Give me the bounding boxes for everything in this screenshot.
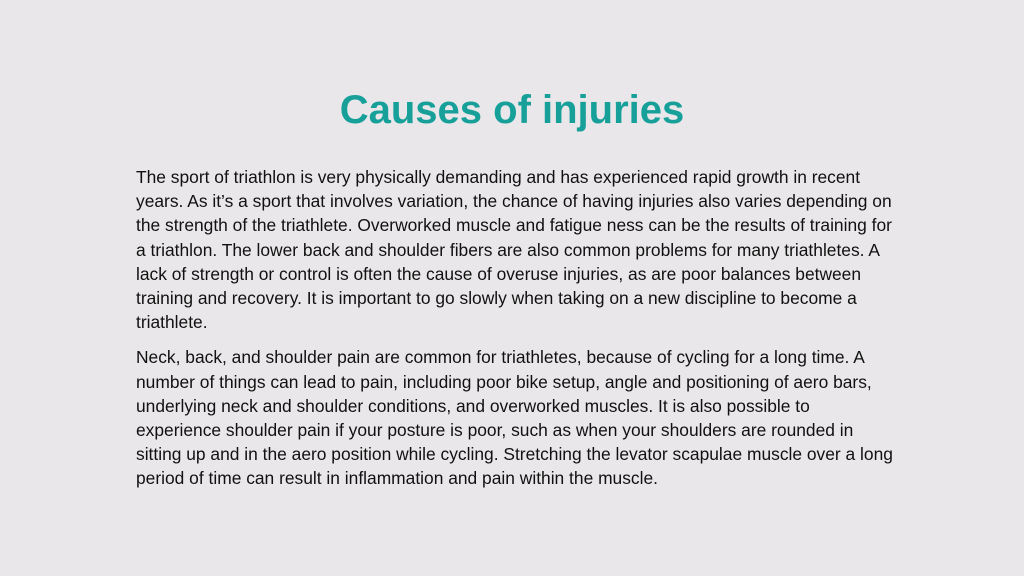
body-paragraph-1: The sport of triathlon is very physically demanding and has experienced rapid growth in recent years. As it’s a sport that involves variation, the chance of having injuries also varies depending on the strength of the triathlete. Overworked muscle and fatigue ness can be the results of training for a triathlon. The lower back and shoulder fibers are also common problems for many triathletes. A lack of strength or control is often the cause of overuse injuries, as are poor balances between training and recovery. It is important to go slowly when taking on a new discipline to become a triathlete.: [136, 167, 892, 333]
slide-title: Causes of injuries: [339, 88, 685, 132]
body-paragraph-2: Neck, back, and shoulder pain are common for triathletes, because of cycling for a long time. A number of things can lead to pain, including poor bike setup, angle and positioning of aero bars, underlying neck and shoulder conditions, and overworked muscles. It is also possible to experience shoulder pain if your posture is poor, such as when your shoulders are rounded in sitting up and in the aero position while cycling. Stretching the levator scapulae muscle over a long period of time can result in inflammation and pain within the muscle.: [136, 347, 893, 489]
slide-body: [136, 165, 896, 502]
